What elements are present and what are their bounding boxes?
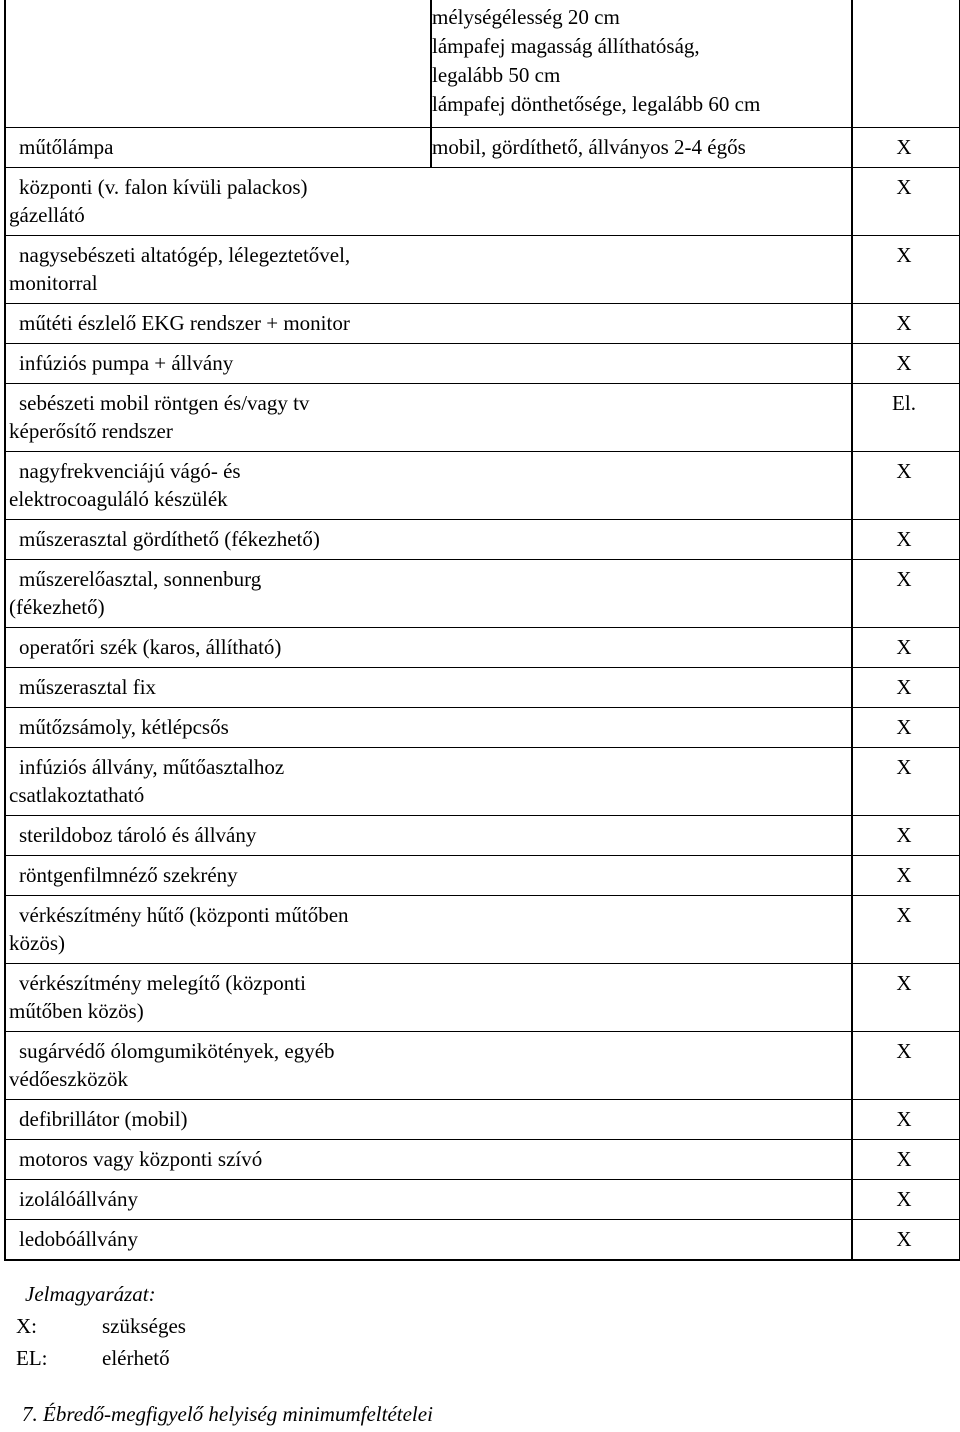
equipment-spec [430, 384, 851, 451]
equipment-name-line: védőeszközök [9, 1067, 128, 1091]
legend-value: elérhető [102, 1346, 170, 1370]
equipment-name-line: műtőben közös) [9, 999, 144, 1023]
equipment-name [6, 304, 430, 343]
equipment-name [6, 1100, 430, 1139]
table-body [6, 127, 959, 1259]
equipment-name-line: vérkészítmény melegítő (központi [19, 971, 306, 995]
equipment-name-line: közös) [9, 931, 65, 955]
legend-title: Jelmagyarázat: [25, 1282, 156, 1306]
table-row [6, 667, 959, 707]
requirement-mark: X [851, 748, 955, 815]
table-row [6, 855, 959, 895]
equipment-name [6, 668, 430, 707]
equipment-name [6, 748, 430, 815]
equipment-name [6, 344, 430, 383]
equipment-spec [430, 168, 851, 235]
requirement-mark: X [851, 896, 955, 963]
requirement-mark: X [851, 520, 955, 559]
equipment-name [6, 1032, 430, 1099]
requirement-mark: X [851, 1140, 955, 1179]
requirement-mark: X [851, 304, 955, 343]
table-row [6, 167, 959, 235]
equipment-name-line: műtőzsámoly, kétlépcsős [19, 715, 229, 739]
equipment-name [6, 708, 430, 747]
equipment-name-line: infúziós pumpa + állvány [19, 351, 234, 375]
table-row [6, 303, 959, 343]
table-row [6, 235, 959, 303]
equipment-name [6, 896, 430, 963]
equipment-spec [430, 1100, 851, 1139]
requirement-mark: X [851, 1220, 955, 1259]
equipment-name [6, 1140, 430, 1179]
equipment-name-line: infúziós állvány, műtőasztalhoz [19, 755, 285, 779]
spec-line: mélységélesség 20 cm [432, 5, 620, 29]
equipment-name-line: sebészeti mobil röntgen és/vagy tv [19, 391, 310, 415]
table-row [6, 1099, 959, 1139]
equipment-name [6, 856, 430, 895]
equipment-spec [430, 816, 851, 855]
equipment-name [6, 1180, 430, 1219]
requirement-mark: El. [851, 384, 955, 451]
equipment-name [6, 964, 430, 1031]
equipment-name-line: nagyfrekvenciájú vágó- és [19, 459, 241, 483]
equipment-spec [430, 748, 851, 815]
requirement-mark: X [851, 816, 955, 855]
spec-line: legalább 50 cm [432, 63, 561, 87]
legend-key: X: [16, 1314, 37, 1338]
equipment-spec [430, 856, 851, 895]
equipment-spec [430, 304, 851, 343]
equipment-name-line: operatőri szék (karos, állítható) [19, 635, 282, 659]
requirement-mark: X [851, 344, 955, 383]
equipment-name-line: gázellátó [9, 203, 85, 227]
spec-line: lámpafej magasság állíthatóság, [432, 34, 700, 58]
equipment-spec [430, 1180, 851, 1219]
equipment-name-line: monitorral [9, 271, 98, 295]
equipment-spec [430, 344, 851, 383]
requirement-mark: X [851, 168, 955, 235]
equipment-name [6, 816, 430, 855]
table-row [6, 963, 959, 1031]
requirement-mark: X [851, 628, 955, 667]
equipment-name [6, 520, 430, 559]
requirement-mark: X [851, 560, 955, 627]
equipment-name-line: vérkészítmény hűtő (központi műtőben [19, 903, 349, 927]
equipment-name-line: képerősítő rendszer [9, 419, 173, 443]
equipment-spec [430, 668, 851, 707]
legend-value: szükséges [102, 1314, 186, 1338]
table-row [6, 559, 959, 627]
equipment-name [6, 452, 430, 519]
equipment-name-line: műszerelőasztal, sonnenburg [19, 567, 262, 591]
table-row [6, 707, 959, 747]
equipment-spec [430, 896, 851, 963]
equipment-spec [430, 560, 851, 627]
requirement-mark: X [851, 452, 955, 519]
requirement-mark: X [851, 668, 955, 707]
equipment-name [6, 236, 430, 303]
equipment-name-line: motoros vagy központi szívó [19, 1147, 263, 1171]
equipment-name-line: sugárvédő ólomgumikötények, egyéb [19, 1039, 335, 1063]
table-row [6, 451, 959, 519]
table-row [6, 127, 959, 167]
equipment-spec [430, 452, 851, 519]
equipment-spec [430, 964, 851, 1031]
equipment-name-line: műtőlámpa [19, 135, 114, 159]
equipment-name-line: defibrillátor (mobil) [19, 1107, 188, 1131]
equipment-name-line: röntgenfilmnéző szekrény [19, 863, 238, 887]
table-row [6, 895, 959, 963]
requirement-mark: X [851, 708, 955, 747]
equipment-name-line: műszerasztal gördíthető (fékezhető) [19, 527, 320, 551]
table-row [6, 519, 959, 559]
equipment-name [6, 168, 430, 235]
equipment-name-line: izolálóállvány [19, 1187, 138, 1211]
equipment-name-line: elektrocoaguláló készülék [9, 487, 228, 511]
requirement-mark: X [851, 1180, 955, 1219]
table-row-continuation [6, 0, 959, 127]
equipment-name [6, 1220, 430, 1259]
equipment-name-line: sterildoboz tároló és állvány [19, 823, 257, 847]
table-row [6, 1031, 959, 1099]
table-row [6, 627, 959, 667]
equipment-name-line: nagysebészeti altatógép, lélegeztetővel, [19, 243, 351, 267]
equipment-spec [430, 520, 851, 559]
legend-key: EL: [16, 1346, 48, 1370]
equipment-spec [430, 1032, 851, 1099]
section-heading: 7. Ébredő-megfigyelő helyiség minimumfeltételei [22, 1402, 433, 1426]
equipment-name-line: központi (v. falon kívüli palackos) [19, 175, 308, 199]
table-row [6, 1219, 959, 1259]
requirement-mark: X [851, 1100, 955, 1139]
equipment-name-line: műszerasztal fix [19, 675, 157, 699]
table-row [6, 1139, 959, 1179]
name-cell [6, 0, 430, 127]
requirement-mark: X [851, 964, 955, 1031]
mark-cell [851, 0, 955, 127]
equipment-spec [430, 1220, 851, 1259]
equipment-name-line: műtéti észlelő EKG rendszer + monitor [19, 311, 350, 335]
requirement-mark: X [851, 236, 955, 303]
equipment-spec [430, 1140, 851, 1179]
equipment-name [6, 560, 430, 627]
equipment-spec [430, 628, 851, 667]
equipment-spec [430, 236, 851, 303]
spec-line: lámpafej dönthetősége, legalább 60 cm [432, 92, 761, 116]
equipment-name-line: (fékezhető) [9, 595, 105, 619]
requirement-mark: X [851, 128, 955, 167]
equipment-name [6, 128, 430, 167]
requirement-mark: X [851, 856, 955, 895]
equipment-name [6, 384, 430, 451]
table-row [6, 815, 959, 855]
equipment-name-line: csatlakoztatható [9, 783, 145, 807]
requirement-mark: X [851, 1032, 955, 1099]
equipment-spec: mobil, gördíthető, állványos 2-4 égős [430, 128, 851, 167]
table-row [6, 747, 959, 815]
table-row [6, 343, 959, 383]
equipment-table [4, 0, 960, 1261]
equipment-name [6, 628, 430, 667]
spec-cell [430, 0, 851, 127]
table-row [6, 1179, 959, 1219]
equipment-spec [430, 708, 851, 747]
equipment-name-line: ledobóállvány [19, 1227, 138, 1251]
table-row [6, 383, 959, 451]
